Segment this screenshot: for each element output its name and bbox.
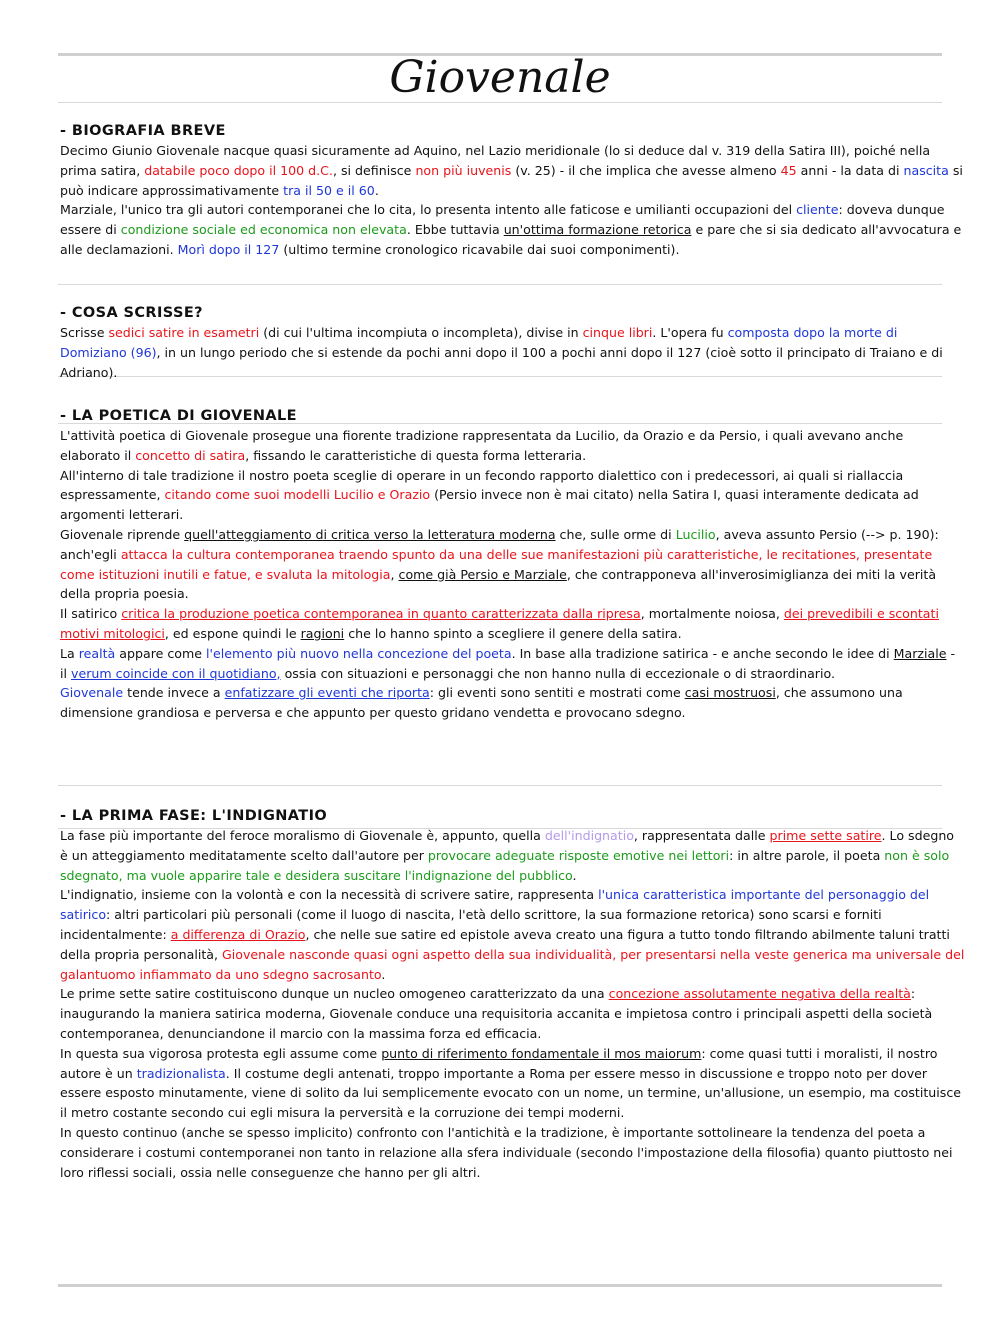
highlighted-text: dell'indignatio — [544, 828, 634, 843]
highlighted-text: non è solo sdegnato, ma vuole apparire tale e desidera suscitare l'indignazione del pubblico — [60, 847, 950, 883]
highlighted-text: concezione assolutamente negativa della realtà — [608, 986, 911, 1002]
text-run: , fissando le caratteristiche di questa forma letteraria. — [245, 447, 587, 463]
highlighted-text: nascita — [903, 162, 949, 178]
text-run: , si definisce — [332, 162, 416, 178]
section-heading: - LA PRIMA FASE: L'INDIGNATIO — [60, 808, 328, 824]
text-run: All'interno di tale tradizione il nostro poeta sceglie di operare in un fecondo rapporto dialettico con i predecessori, ai quali si riallaccia espressamente, — [60, 467, 904, 503]
text-run: appare come — [115, 645, 207, 661]
section-opere — [60, 303, 965, 382]
highlighted-text: enfatizzare gli eventi che riporta — [224, 685, 430, 701]
paragraph — [60, 323, 965, 382]
text-run: . L'opera fu — [652, 325, 728, 340]
highlighted-text: Morì dopo il 127 — [177, 241, 280, 257]
text-run: che, sulle orme di — [555, 526, 676, 542]
highlighted-text: citando come suoi modelli Lucilio e Orazio — [164, 487, 431, 503]
section-heading: - COSA SCRISSE? — [60, 305, 203, 321]
section-heading: - LA POETICA DI GIOVENALE — [60, 408, 297, 424]
text-run: - il — [60, 645, 956, 681]
text-run: L'attività poetica di Giovenale prosegue una fiorente tradizione rappresentata da Lucilio, da Orazio e da Persio, i quali avevano anche elaborato il — [60, 428, 904, 463]
paragraph — [60, 466, 965, 525]
text-run: (ultimo termine cronologico ricavabile dai suoi componimenti). — [279, 241, 680, 257]
paragraph — [60, 1044, 965, 1123]
text-run: : altri particolari più personali (come il luogo di nascita, l'età dello scrittore, la sua formazione retorica) sono scarsi e forniti incidentalmente: — [60, 907, 882, 942]
text-run: , ed espone quindi le — [164, 625, 301, 641]
ruled-line — [58, 785, 942, 786]
text-run: , in un lungo periodo che si estende da pochi anni dopo il 100 a pochi anni dopo il 127 (cioè sotto il principato di Traiano e di Adriano). — [60, 344, 943, 380]
section-heading: - BIOGRAFIA BREVE — [60, 123, 226, 139]
paragraph — [60, 984, 965, 1043]
text-run: : doveva dunque essere di — [60, 202, 945, 238]
text-run: (di cui l'ultima incompiuta o incompleta), divise in — [259, 325, 583, 340]
highlighted-text: come già Persio e Marziale — [398, 566, 567, 582]
bottom-border-line — [58, 1284, 942, 1287]
text-run: , — [390, 566, 399, 582]
text-run: , aveva assunto Persio (--> p. 190): anch'egli — [60, 526, 939, 562]
text-run: . Lo sdegno è un atteggiamento meditatamente scelto dall'autore per — [60, 828, 955, 863]
highlighted-text: punto di riferimento fondamentale il mos maiorum — [381, 1045, 702, 1061]
text-run: , rappresentata dalle — [633, 828, 770, 843]
text-run: ossia con situazioni e personaggi che non hanno nulla di eccezionale o di straordinario. — [280, 665, 835, 681]
highlighted-text: l'unica caratteristica importante del personaggio del satirico — [60, 887, 930, 923]
highlighted-text: Giovenale nasconde quasi ogni aspetto della sua individualità, per presentarsi nella veste generica ma universale del galantuomo infiammato da uno sdegno sacrosanto — [60, 946, 965, 982]
text-run: (Persio invece non è mai citato) nella Satira I, quasi interamente dedicata ad argomenti letterari. — [60, 487, 919, 523]
text-run: . — [572, 867, 577, 883]
text-run: Giovenale riprende — [60, 526, 185, 542]
section-biografia — [60, 121, 965, 260]
text-run: e pare che si sia dedicato all'avvocatura e alle declamazioni. — [60, 222, 962, 257]
highlighted-text: l'elemento più nuovo nella concezione del poeta — [206, 645, 512, 661]
text-run: : come quasi tutti i moralisti, il nostro autore è un — [60, 1045, 938, 1081]
text-run: . In base alla tradizione satirica - e anche secondo le idee di — [511, 645, 894, 661]
text-run: L'indignatio, insieme con la volontà e con la necessità di scrivere satire, rappresenta — [60, 887, 599, 903]
section-indignatio — [60, 806, 965, 1182]
text-run: La fase più importante del feroce moralismo di Giovenale è, appunto, quella — [60, 828, 545, 843]
highlighted-text: quell'atteggiamento di critica verso la letteratura moderna — [184, 526, 556, 542]
text-run: In questo continuo (anche se spesso implicito) confronto con l'antichità e la tradizione, è importante sottolineare la tendenza del poeta a considerare i costumi contemporanei non tanto in relazione alla sfera individuale (secondo l'impostazione della filosofia) quanto piuttosto nei loro riflessi sociali, ossia nelle conseguenze che hanno per gli altri. — [60, 1124, 953, 1180]
page-title: Giovenale — [389, 52, 611, 103]
paragraph — [60, 604, 965, 644]
paragraph — [60, 826, 965, 885]
paragraph — [60, 141, 965, 200]
highlighted-text: Marziale — [893, 645, 947, 661]
highlighted-text: verum coincide con il quotidiano, — [71, 665, 281, 681]
highlighted-text: cinque libri — [582, 325, 653, 340]
highlighted-text: dei prevedibili e scontati motivi mitologici — [60, 606, 939, 641]
text-run: . — [381, 966, 386, 982]
highlighted-text: 45 — [780, 162, 797, 178]
highlighted-text: databile poco dopo il 100 d.C. — [144, 162, 333, 178]
paragraph — [60, 885, 965, 984]
paragraph — [60, 200, 965, 259]
paragraph — [60, 525, 965, 604]
text-run: si può indicare approssimativamente — [60, 162, 963, 198]
highlighted-text: realtà — [78, 645, 116, 661]
text-run: anni - la data di — [796, 162, 904, 178]
highlighted-text: condizione sociale ed economica non elevata — [120, 222, 407, 238]
text-run: , che contrapponeva all'inverosimiglianza dei miti la verità della propria poesia. — [60, 566, 937, 602]
paragraph — [60, 1123, 965, 1182]
text-run: : inaugurando la maniera satirica moderna, Giovenale conduce una requisitoria accanita e impietosa contro i principali aspetti della società contemporanea, denunciandone il marcio con la massima forza ed efficacia. — [60, 986, 933, 1041]
text-run: . Il costume degli antenati, troppo importante a Roma per essere messo in discussione e troppo noto per dover essere esposto minutamente, viene di solito da lui semplicemente evocato con un nome, un termine, un'allusione, un esempio, ma costituisce il metro costante secondo cui egli misura la perversità e la corruzione dei tempi moderni. — [60, 1065, 962, 1121]
text-run: (v. 25) - il che implica che avesse almeno — [511, 162, 781, 178]
text-run: Il satirico — [60, 606, 122, 622]
highlighted-text: Giovenale — [60, 685, 124, 701]
ruled-line — [58, 284, 942, 285]
paragraph — [60, 426, 965, 466]
highlighted-text: tradizionalista — [136, 1065, 226, 1081]
text-run: Decimo Giunio Giovenale nacque quasi sicuramente ad Aquino, nel Lazio meridionale (lo si deduce dal v. 319 della Satira III), poiché nella prima satira, — [60, 143, 931, 178]
text-run: . — [374, 182, 379, 198]
highlighted-text: concetto di satira — [135, 447, 246, 463]
text-run: Scrisse — [60, 325, 109, 340]
highlighted-text: cliente — [796, 202, 839, 218]
highlighted-text: critica la produzione poetica contemporanea in quanto caratterizzata dalla ripresa — [121, 606, 641, 622]
text-run: tende invece a — [123, 685, 225, 701]
text-run: La — [60, 645, 79, 661]
text-run: : gli eventi sono sentiti e mostrati come — [429, 685, 685, 701]
text-run: . Ebbe tuttavia — [406, 222, 504, 238]
section-poetica — [60, 406, 965, 723]
paragraph — [60, 644, 965, 684]
highlighted-text: a differenza di Orazio — [170, 926, 306, 942]
highlighted-text: sedici satire in esametri — [108, 325, 260, 340]
text-run: In questa sua vigorosa protesta egli assume come — [60, 1045, 382, 1061]
text-run: che lo hanno spinto a scegliere il genere della satira. — [344, 625, 682, 641]
highlighted-text: ragioni — [300, 625, 345, 641]
text-run: , che assumono una dimensione grandiosa e perversa e che appunto per questo gridano vendetta e provocano sdegno. — [60, 685, 903, 721]
text-run: Le prime sette satire costituiscono dunque un nucleo omogeneo caratterizzato da una — [60, 986, 609, 1002]
text-run: , che nelle sue satire ed epistole aveva creato una figura a tutto tondo filtrando abilmente taluni tratti della propria personalità, — [60, 926, 950, 962]
paragraph — [60, 683, 965, 723]
text-run: : in altre parole, il poeta — [729, 847, 885, 863]
highlighted-text: casi mostruosi — [684, 685, 776, 701]
highlighted-text: attacca la cultura contemporanea traendo spunto da una delle sue manifestazioni più caratteristiche, le recitationes, presentate come istituzioni inutili e fatue, e svaluta la mitologia — [60, 546, 933, 582]
text-run: Marziale, l'unico tra gli autori contemporanei che lo cita, lo presenta intento alle faticose e umilianti occupazioni del — [60, 202, 797, 218]
highlighted-text: non più iuvenis — [415, 162, 512, 178]
highlighted-text: provocare adeguate risposte emotive nei lettori — [427, 847, 730, 863]
highlighted-text: composta dopo la morte di Domiziano (96) — [60, 325, 898, 360]
highlighted-text: tra il 50 e il 60 — [283, 182, 375, 198]
highlighted-text: Lucilio — [675, 526, 716, 542]
text-run: , mortalmente noiosa, — [640, 606, 784, 622]
highlighted-text: un'ottima formazione retorica — [503, 222, 692, 238]
highlighted-text: prime sette satire — [769, 828, 882, 843]
